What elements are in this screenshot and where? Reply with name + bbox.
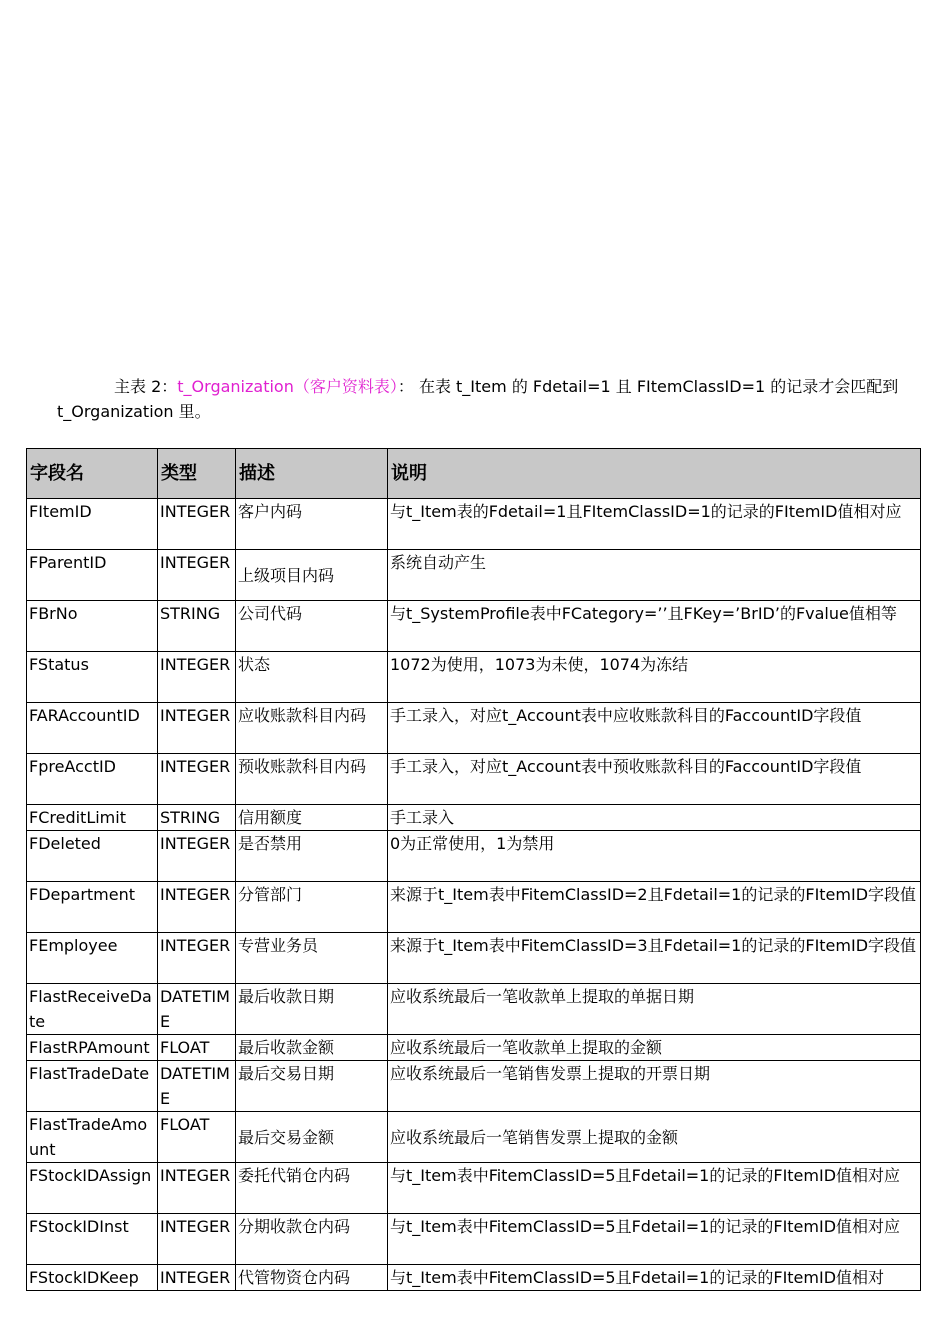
table-row (27, 933, 921, 984)
cell-desc: 最后交易金额 (236, 1112, 388, 1163)
cell-note: 应收系统最后一笔销售发票上提取的金额 (388, 1112, 921, 1163)
table-row (27, 805, 921, 831)
cell-desc: 最后收款金额 (236, 1035, 388, 1061)
table-name: t_Organization（客户资料表） (177, 377, 398, 396)
cell-note: 0为正常使用，1为禁用 (388, 831, 921, 882)
intro-paragraph (57, 374, 919, 424)
cell-field: FARAccountID (27, 703, 158, 754)
cell-type: INTEGER (158, 831, 236, 882)
cell-desc: 公司代码 (236, 601, 388, 652)
cell-note: 1072为使用，1073为未使，1074为冻结 (388, 652, 921, 703)
cell-note: 与t_Item表中FitemClassID=5且Fdetail=1的记录的FItemID值相对应 (388, 1163, 921, 1214)
cell-note: 手工录入，对应t_Account表中预收账款科目的FaccountID字段值 (388, 754, 921, 805)
cell-desc: 代管物资仓内码 (236, 1265, 388, 1291)
header-type: 类型 (158, 449, 236, 499)
cell-desc: 分期收款仓内码 (236, 1214, 388, 1265)
cell-desc: 最后交易日期 (236, 1061, 388, 1112)
cell-desc: 应收账款科目内码 (236, 703, 388, 754)
cell-type: INTEGER (158, 1265, 236, 1291)
cell-type: INTEGER (158, 652, 236, 703)
table-row (27, 601, 921, 652)
cell-type: FLOAT (158, 1112, 236, 1163)
table-row (27, 1061, 921, 1112)
cell-desc: 专营业务员 (236, 933, 388, 984)
cell-desc: 是否禁用 (236, 831, 388, 882)
cell-field: FlastReceiveDate (27, 984, 158, 1035)
cell-type: INTEGER (158, 1163, 236, 1214)
cell-type: DATETIME (158, 1061, 236, 1112)
cell-field: FStatus (27, 652, 158, 703)
header-field-name: 字段名 (27, 449, 158, 499)
cell-type: INTEGER (158, 703, 236, 754)
cell-field: FDeleted (27, 831, 158, 882)
cell-field: FParentID (27, 550, 158, 601)
cell-desc: 状态 (236, 652, 388, 703)
cell-field: FStockIDKeep (27, 1265, 158, 1291)
cell-field: FlastRPAmount (27, 1035, 158, 1061)
header-description: 描述 (236, 449, 388, 499)
table-row (27, 499, 921, 550)
cell-field: FBrNo (27, 601, 158, 652)
cell-type: DATETIME (158, 984, 236, 1035)
intro-prefix: 主表 2： (114, 377, 178, 396)
cell-note: 来源于t_Item表中FitemClassID=2且Fdetail=1的记录的FItemID字段值 (388, 882, 921, 933)
cell-type: STRING (158, 805, 236, 831)
cell-note: 与t_Item表的Fdetail=1且FItemClassID=1的记录的FItemID值相对应 (388, 499, 921, 550)
cell-field: FEmployee (27, 933, 158, 984)
table-row (27, 550, 921, 601)
cell-desc: 最后收款日期 (236, 984, 388, 1035)
cell-note: 与t_Item表中FitemClassID=5且Fdetail=1的记录的FItemID值相对应 (388, 1214, 921, 1265)
cell-note: 手工录入 (388, 805, 921, 831)
cell-desc: 信用额度 (236, 805, 388, 831)
table-row (27, 831, 921, 882)
cell-field: FStockIDAssign (27, 1163, 158, 1214)
cell-note: 应收系统最后一笔收款单上提取的单据日期 (388, 984, 921, 1035)
cell-note: 系统自动产生 (388, 550, 921, 601)
cell-note: 应收系统最后一笔销售发票上提取的开票日期 (388, 1061, 921, 1112)
cell-note: 与t_SystemProfile表中FCategory=’’且FKey=’BrID’的Fvalue值相等 (388, 601, 921, 652)
cell-desc: 客户内码 (236, 499, 388, 550)
table-row (27, 984, 921, 1035)
cell-desc: 委托代销仓内码 (236, 1163, 388, 1214)
cell-note: 应收系统最后一笔收款单上提取的金额 (388, 1035, 921, 1061)
cell-field: FCreditLimit (27, 805, 158, 831)
cell-desc: 预收账款科目内码 (236, 754, 388, 805)
cell-field: FlastTradeDate (27, 1061, 158, 1112)
cell-type: INTEGER (158, 882, 236, 933)
cell-note: 手工录入，对应t_Account表中应收账款科目的FaccountID字段值 (388, 703, 921, 754)
field-table (26, 448, 921, 1291)
table-row (27, 754, 921, 805)
cell-type: INTEGER (158, 933, 236, 984)
cell-field: FStockIDInst (27, 1214, 158, 1265)
cell-field: FlastTradeAmount (27, 1112, 158, 1163)
table-row (27, 1112, 921, 1163)
cell-type: STRING (158, 601, 236, 652)
cell-type: FLOAT (158, 1035, 236, 1061)
header-note: 说明 (388, 449, 921, 499)
cell-type: INTEGER (158, 550, 236, 601)
cell-desc: 上级项目内码 (236, 550, 388, 601)
cell-type: INTEGER (158, 1214, 236, 1265)
cell-field: FpreAcctID (27, 754, 158, 805)
cell-type: INTEGER (158, 499, 236, 550)
cell-desc: 分管部门 (236, 882, 388, 933)
table-row (27, 1163, 921, 1214)
cell-field: FItemID (27, 499, 158, 550)
intro-suffix: ： 在表 t_Item 的 Fdetail=1 且 FItemClassID=1 的记录才会匹配到 t_Organization 里。 (57, 377, 899, 421)
cell-note: 来源于t_Item表中FitemClassID=3且Fdetail=1的记录的FItemID字段值 (388, 933, 921, 984)
table-row (27, 703, 921, 754)
table-header-row (27, 449, 921, 499)
cell-note: 与t_Item表中FitemClassID=5且Fdetail=1的记录的FItemID值相对 (388, 1265, 921, 1291)
cell-type: INTEGER (158, 754, 236, 805)
cell-field: FDepartment (27, 882, 158, 933)
table-row (27, 652, 921, 703)
table-row (27, 1265, 921, 1291)
table-row (27, 1035, 921, 1061)
table-row (27, 882, 921, 933)
table-row (27, 1214, 921, 1265)
